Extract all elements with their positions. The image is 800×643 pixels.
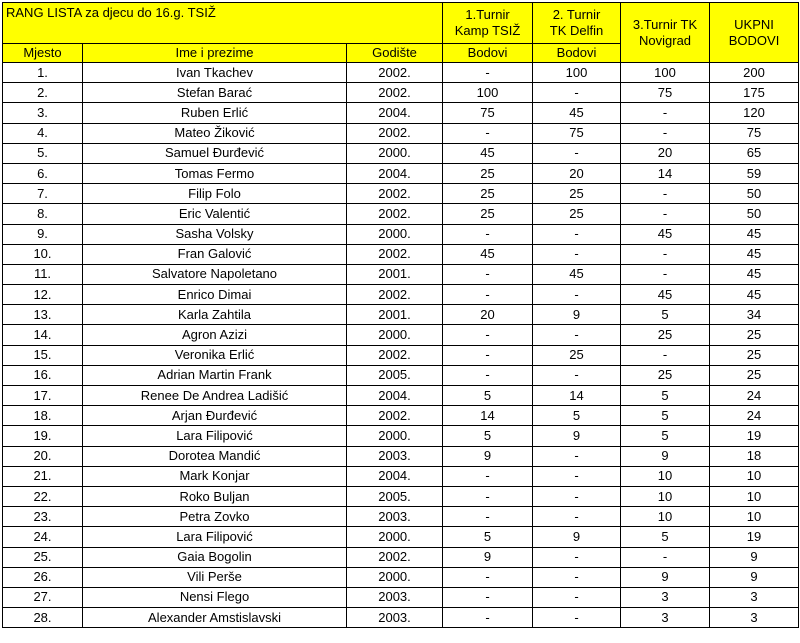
cell-total: 10 bbox=[710, 466, 799, 486]
cell-year: 2002. bbox=[347, 406, 443, 426]
cell-rank: 24. bbox=[3, 527, 83, 547]
table-row bbox=[3, 547, 799, 567]
cell-rank: 11. bbox=[3, 264, 83, 284]
cell-rank: 25. bbox=[3, 547, 83, 567]
cell-rank: 4. bbox=[3, 123, 83, 143]
cell-points-t2: - bbox=[533, 83, 621, 103]
cell-total: 45 bbox=[710, 285, 799, 305]
cell-total: 9 bbox=[710, 547, 799, 567]
cell-name: Renee De Andrea Ladišić bbox=[83, 386, 347, 406]
cell-rank: 22. bbox=[3, 486, 83, 506]
table-row bbox=[3, 406, 799, 426]
cell-rank: 16. bbox=[3, 365, 83, 385]
cell-points-t2: 9 bbox=[533, 527, 621, 547]
cell-year: 2004. bbox=[347, 466, 443, 486]
cell-points-t2: - bbox=[533, 567, 621, 587]
cell-year: 2002. bbox=[347, 184, 443, 204]
table-row bbox=[3, 587, 799, 607]
cell-rank: 13. bbox=[3, 305, 83, 325]
cell-total: 24 bbox=[710, 386, 799, 406]
cell-points-t2: - bbox=[533, 325, 621, 345]
cell-points-t2: - bbox=[533, 224, 621, 244]
cell-total: 200 bbox=[710, 63, 799, 83]
table-row bbox=[3, 466, 799, 486]
cell-points-t1: - bbox=[443, 224, 533, 244]
cell-points-t1: 75 bbox=[443, 103, 533, 123]
cell-points-t2: - bbox=[533, 547, 621, 567]
table-row bbox=[3, 345, 799, 365]
cell-rank: 23. bbox=[3, 507, 83, 527]
table-row bbox=[3, 386, 799, 406]
cell-year: 2003. bbox=[347, 507, 443, 527]
cell-year: 2002. bbox=[347, 83, 443, 103]
cell-rank: 26. bbox=[3, 567, 83, 587]
cell-rank: 28. bbox=[3, 608, 83, 628]
header-tournament-1-line1: 1.Turnir bbox=[465, 7, 510, 22]
header-tournament-3-line2: Novigrad bbox=[639, 32, 692, 48]
cell-points-t3: 10 bbox=[621, 486, 710, 506]
cell-total: 65 bbox=[710, 143, 799, 163]
cell-name: Eric Valentić bbox=[83, 204, 347, 224]
cell-points-t3: - bbox=[621, 204, 710, 224]
cell-points-t2: 14 bbox=[533, 386, 621, 406]
table-row bbox=[3, 365, 799, 385]
cell-rank: 10. bbox=[3, 244, 83, 264]
cell-name: Salvatore Napoletano bbox=[83, 264, 347, 284]
cell-points-t1: 25 bbox=[443, 184, 533, 204]
cell-points-t3: 25 bbox=[621, 325, 710, 345]
cell-points-t1: - bbox=[443, 587, 533, 607]
cell-points-t2: 25 bbox=[533, 345, 621, 365]
cell-points-t3: - bbox=[621, 244, 710, 264]
cell-points-t3: 9 bbox=[621, 567, 710, 587]
cell-rank: 21. bbox=[3, 466, 83, 486]
cell-points-t1: 14 bbox=[443, 406, 533, 426]
cell-points-t2: 45 bbox=[533, 264, 621, 284]
cell-points-t1: - bbox=[443, 365, 533, 385]
cell-rank: 6. bbox=[3, 163, 83, 183]
cell-rank: 19. bbox=[3, 426, 83, 446]
cell-points-t3: - bbox=[621, 547, 710, 567]
table-row bbox=[3, 426, 799, 446]
cell-points-t3: - bbox=[621, 184, 710, 204]
cell-points-t1: 9 bbox=[443, 547, 533, 567]
cell-points-t3: 5 bbox=[621, 386, 710, 406]
cell-total: 24 bbox=[710, 406, 799, 426]
cell-points-t1: 5 bbox=[443, 386, 533, 406]
cell-rank: 1. bbox=[3, 63, 83, 83]
header-tournament-1-line2: Kamp TSIŽ bbox=[454, 23, 521, 38]
cell-year: 2000. bbox=[347, 224, 443, 244]
cell-year: 2005. bbox=[347, 486, 443, 506]
cell-year: 2000. bbox=[347, 426, 443, 446]
cell-points-t1: - bbox=[443, 345, 533, 365]
header-row-top bbox=[3, 3, 799, 44]
cell-total: 50 bbox=[710, 204, 799, 224]
cell-total: 3 bbox=[710, 587, 799, 607]
cell-year: 2003. bbox=[347, 608, 443, 628]
cell-points-t1: 9 bbox=[443, 446, 533, 466]
header-bodovi-2: Bodovi bbox=[533, 44, 621, 63]
cell-rank: 7. bbox=[3, 184, 83, 204]
cell-points-t2: 25 bbox=[533, 184, 621, 204]
cell-total: 120 bbox=[710, 103, 799, 123]
cell-name: Roko Buljan bbox=[83, 486, 347, 506]
cell-total: 18 bbox=[710, 446, 799, 466]
cell-points-t1: - bbox=[443, 285, 533, 305]
cell-year: 2000. bbox=[347, 325, 443, 345]
cell-points-t2: 45 bbox=[533, 103, 621, 123]
table-row bbox=[3, 103, 799, 123]
table-row bbox=[3, 163, 799, 183]
cell-points-t3: 10 bbox=[621, 466, 710, 486]
cell-points-t1: 25 bbox=[443, 204, 533, 224]
cell-total: 175 bbox=[710, 83, 799, 103]
cell-rank: 5. bbox=[3, 143, 83, 163]
cell-total: 10 bbox=[710, 486, 799, 506]
cell-name: Lara Filipović bbox=[83, 426, 347, 446]
cell-points-t1: - bbox=[443, 63, 533, 83]
cell-points-t1: 5 bbox=[443, 527, 533, 547]
header-bodovi-1: Bodovi bbox=[443, 44, 533, 63]
cell-points-t2: - bbox=[533, 365, 621, 385]
table-row bbox=[3, 567, 799, 587]
cell-points-t1: - bbox=[443, 123, 533, 143]
cell-points-t2: 20 bbox=[533, 163, 621, 183]
cell-total: 50 bbox=[710, 184, 799, 204]
cell-points-t2: 5 bbox=[533, 406, 621, 426]
cell-points-t2: 9 bbox=[533, 305, 621, 325]
cell-name: Samuel Đurđević bbox=[83, 143, 347, 163]
cell-name: Sasha Volsky bbox=[83, 224, 347, 244]
cell-points-t2: 25 bbox=[533, 204, 621, 224]
cell-points-t2: - bbox=[533, 244, 621, 264]
cell-points-t1: 100 bbox=[443, 83, 533, 103]
cell-points-t2: - bbox=[533, 143, 621, 163]
cell-rank: 14. bbox=[3, 325, 83, 345]
cell-points-t2: 75 bbox=[533, 123, 621, 143]
cell-year: 2002. bbox=[347, 345, 443, 365]
cell-points-t1: - bbox=[443, 466, 533, 486]
cell-total: 34 bbox=[710, 305, 799, 325]
cell-points-t1: - bbox=[443, 608, 533, 628]
cell-points-t3: 3 bbox=[621, 587, 710, 607]
cell-total: 9 bbox=[710, 567, 799, 587]
table-row bbox=[3, 608, 799, 628]
cell-points-t3: 5 bbox=[621, 426, 710, 446]
cell-points-t1: - bbox=[443, 264, 533, 284]
cell-points-t3: 10 bbox=[621, 507, 710, 527]
table-row bbox=[3, 325, 799, 345]
cell-points-t1: - bbox=[443, 325, 533, 345]
table-row bbox=[3, 507, 799, 527]
cell-year: 2004. bbox=[347, 103, 443, 123]
cell-name: Veronika Erlić bbox=[83, 345, 347, 365]
cell-points-t3: - bbox=[621, 123, 710, 143]
table-row bbox=[3, 264, 799, 284]
cell-total: 25 bbox=[710, 325, 799, 345]
cell-points-t2: - bbox=[533, 446, 621, 466]
cell-total: 19 bbox=[710, 426, 799, 446]
cell-year: 2002. bbox=[347, 63, 443, 83]
cell-name: Lara Filipović bbox=[83, 527, 347, 547]
cell-points-t2: - bbox=[533, 486, 621, 506]
cell-points-t3: - bbox=[621, 103, 710, 123]
cell-rank: 15. bbox=[3, 345, 83, 365]
table-row bbox=[3, 446, 799, 466]
cell-rank: 12. bbox=[3, 285, 83, 305]
cell-year: 2002. bbox=[347, 244, 443, 264]
cell-points-t1: 5 bbox=[443, 426, 533, 446]
cell-name: Alexander Amstislavski bbox=[83, 608, 347, 628]
cell-rank: 9. bbox=[3, 224, 83, 244]
cell-points-t3: 25 bbox=[621, 365, 710, 385]
cell-rank: 3. bbox=[3, 103, 83, 123]
cell-points-t3: 14 bbox=[621, 163, 710, 183]
cell-points-t1: 45 bbox=[443, 143, 533, 163]
cell-rank: 2. bbox=[3, 83, 83, 103]
cell-points-t1: - bbox=[443, 507, 533, 527]
table-row bbox=[3, 244, 799, 264]
cell-year: 2001. bbox=[347, 264, 443, 284]
cell-total: 25 bbox=[710, 365, 799, 385]
cell-name: Dorotea Mandić bbox=[83, 446, 347, 466]
ranking-table bbox=[2, 2, 799, 628]
cell-total: 45 bbox=[710, 264, 799, 284]
cell-points-t3: 9 bbox=[621, 446, 710, 466]
header-total bbox=[710, 3, 799, 63]
header-tournament-2-line2: TK Delfin bbox=[549, 23, 604, 38]
cell-year: 2003. bbox=[347, 446, 443, 466]
cell-points-t2: 100 bbox=[533, 63, 621, 83]
cell-name: Adrian Martin Frank bbox=[83, 365, 347, 385]
cell-name: Ivan Tkachev bbox=[83, 63, 347, 83]
cell-total: 59 bbox=[710, 163, 799, 183]
cell-points-t3: 5 bbox=[621, 406, 710, 426]
cell-points-t2: - bbox=[533, 507, 621, 527]
table-row bbox=[3, 204, 799, 224]
header-tournament-3-line1: 3.Turnir TK bbox=[632, 16, 698, 32]
cell-year: 2001. bbox=[347, 305, 443, 325]
cell-points-t2: - bbox=[533, 285, 621, 305]
cell-name: Stefan Barać bbox=[83, 83, 347, 103]
cell-name: Petra Zovko bbox=[83, 507, 347, 527]
header-godiste: Godište bbox=[347, 44, 443, 63]
cell-total: 3 bbox=[710, 608, 799, 628]
cell-year: 2003. bbox=[347, 587, 443, 607]
cell-points-t2: - bbox=[533, 466, 621, 486]
cell-year: 2000. bbox=[347, 143, 443, 163]
table-row bbox=[3, 224, 799, 244]
cell-points-t1: - bbox=[443, 486, 533, 506]
cell-points-t3: 45 bbox=[621, 285, 710, 305]
cell-name: Mateo Žiković bbox=[83, 123, 347, 143]
cell-name: Filip Folo bbox=[83, 184, 347, 204]
cell-year: 2000. bbox=[347, 527, 443, 547]
cell-points-t1: 20 bbox=[443, 305, 533, 325]
cell-total: 25 bbox=[710, 345, 799, 365]
cell-name: Nensi Flego bbox=[83, 587, 347, 607]
table-row bbox=[3, 63, 799, 83]
cell-name: Mark Konjar bbox=[83, 466, 347, 486]
cell-name: Gaia Bogolin bbox=[83, 547, 347, 567]
cell-total: 75 bbox=[710, 123, 799, 143]
cell-name: Tomas Fermo bbox=[83, 163, 347, 183]
table-row bbox=[3, 83, 799, 103]
cell-year: 2005. bbox=[347, 365, 443, 385]
cell-points-t3: - bbox=[621, 264, 710, 284]
cell-name: Karla Zahtila bbox=[83, 305, 347, 325]
cell-points-t3: 5 bbox=[621, 305, 710, 325]
cell-points-t3: 5 bbox=[621, 527, 710, 547]
cell-name: Ruben Erlić bbox=[83, 103, 347, 123]
header-total-line2: BODOVI bbox=[728, 32, 780, 48]
cell-year: 2004. bbox=[347, 386, 443, 406]
cell-year: 2004. bbox=[347, 163, 443, 183]
header-mjesto: Mjesto bbox=[3, 44, 83, 63]
cell-points-t1: 25 bbox=[443, 163, 533, 183]
cell-year: 2002. bbox=[347, 547, 443, 567]
table-row bbox=[3, 305, 799, 325]
cell-total: 19 bbox=[710, 527, 799, 547]
cell-total: 45 bbox=[710, 244, 799, 264]
cell-points-t3: - bbox=[621, 345, 710, 365]
cell-points-t1: - bbox=[443, 567, 533, 587]
table-row bbox=[3, 143, 799, 163]
cell-rank: 17. bbox=[3, 386, 83, 406]
table-row bbox=[3, 527, 799, 547]
table-row bbox=[3, 123, 799, 143]
cell-name: Arjan Đurđević bbox=[83, 406, 347, 426]
cell-year: 2002. bbox=[347, 204, 443, 224]
cell-points-t2: 9 bbox=[533, 426, 621, 446]
cell-year: 2002. bbox=[347, 285, 443, 305]
cell-total: 45 bbox=[710, 224, 799, 244]
header-tournament-2 bbox=[533, 3, 621, 44]
cell-points-t2: - bbox=[533, 587, 621, 607]
header-tournament-3 bbox=[621, 3, 710, 63]
cell-points-t3: 3 bbox=[621, 608, 710, 628]
cell-points-t1: 45 bbox=[443, 244, 533, 264]
header-tournament-1 bbox=[443, 3, 533, 44]
cell-name: Agron Azizi bbox=[83, 325, 347, 345]
cell-total: 10 bbox=[710, 507, 799, 527]
cell-year: 2002. bbox=[347, 123, 443, 143]
ranking-body bbox=[3, 63, 799, 628]
header-ime: Ime i prezime bbox=[83, 44, 347, 63]
cell-points-t3: 45 bbox=[621, 224, 710, 244]
cell-rank: 20. bbox=[3, 446, 83, 466]
cell-rank: 8. bbox=[3, 204, 83, 224]
cell-points-t3: 20 bbox=[621, 143, 710, 163]
table-row bbox=[3, 184, 799, 204]
cell-name: Enrico Dimai bbox=[83, 285, 347, 305]
table-title: RANG LISTA za djecu do 16.g. TSIŽ bbox=[3, 3, 443, 44]
cell-rank: 27. bbox=[3, 587, 83, 607]
cell-points-t3: 100 bbox=[621, 63, 710, 83]
header-total-line1: UKPNI bbox=[734, 16, 774, 32]
header-tournament-2-line1: 2. Turnir bbox=[552, 7, 601, 22]
table-row bbox=[3, 285, 799, 305]
cell-name: Vili Perše bbox=[83, 567, 347, 587]
cell-year: 2000. bbox=[347, 567, 443, 587]
cell-points-t2: - bbox=[533, 608, 621, 628]
cell-points-t3: 75 bbox=[621, 83, 710, 103]
cell-name: Fran Galović bbox=[83, 244, 347, 264]
cell-rank: 18. bbox=[3, 406, 83, 426]
table-row bbox=[3, 486, 799, 506]
